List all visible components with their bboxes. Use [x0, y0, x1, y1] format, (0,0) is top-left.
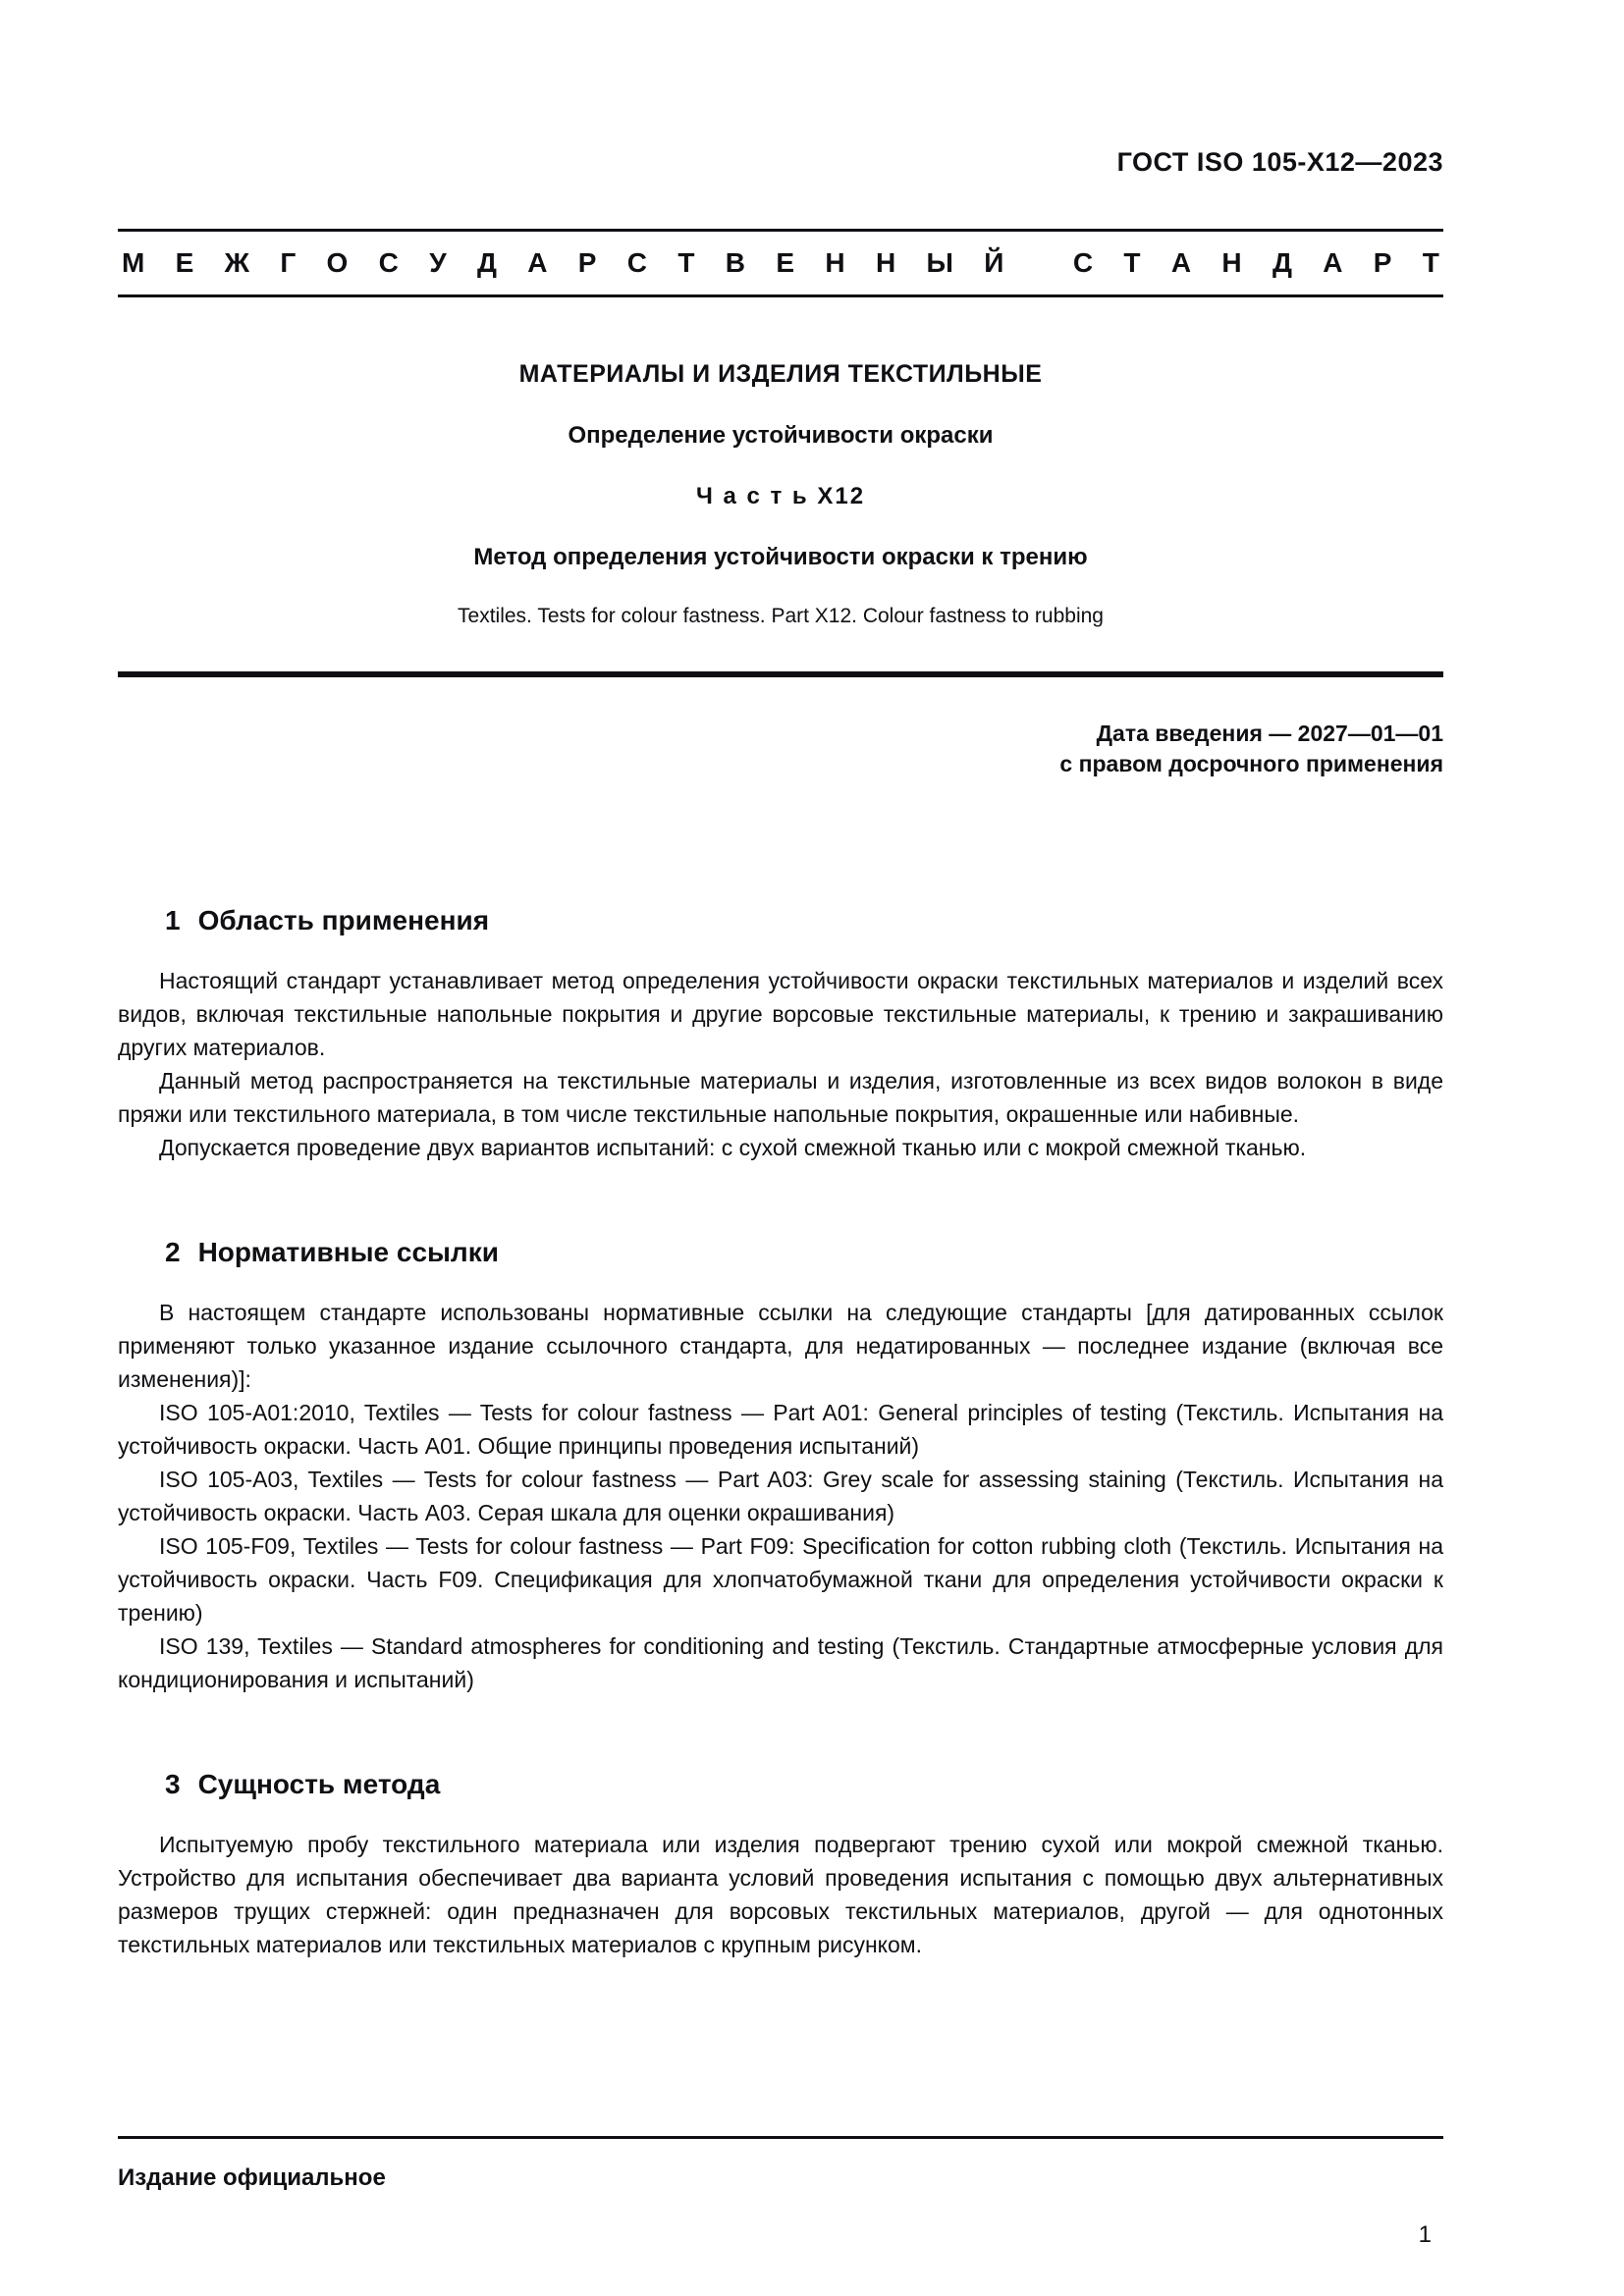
document-title-english: Textiles. Tests for colour fastness. Part X12. Colour fastness to rubbing: [458, 605, 1104, 627]
section-body: [118, 1828, 1443, 1961]
section-body: [118, 1296, 1443, 1696]
section-heading-2: [118, 1237, 1443, 1268]
paragraph: Настоящий стандарт устанавливает метод определения устойчивости окраски текстильных материалов и изделий всех видов, включая текстильные напольные покрытия и другие ворсовые текстильные материалы, к трению и закрашиванию других материалов.: [118, 968, 1443, 1060]
effective-date-block: [118, 719, 1443, 779]
title-separator-rule: [118, 671, 1443, 677]
section-heading-3: [118, 1769, 1443, 1800]
section-heading-1: [118, 905, 1443, 936]
section-scope: [118, 905, 1443, 1164]
paragraph-reference: ISO 105-A01:2010, Textiles — Tests for colour fastness — Part A01: General principles of testing (Текстиль. Испытания на устойчивость окраски. Часть А01. Общие принципы проведения испытаний): [118, 1400, 1443, 1459]
section-title: Область применения: [197, 905, 490, 935]
standard-type-banner: М Е Ж Г О С У Д А Р С Т В Е Н Н Ы Й С Т А Н Д А Р Т: [122, 247, 1439, 278]
effective-date-line2: с правом досрочного применения: [1059, 751, 1443, 776]
edition-note: Издание официальное: [118, 2164, 386, 2191]
section-number: 3: [165, 1769, 181, 1799]
footer-rule: [118, 2136, 1443, 2139]
paragraph: Допускается проведение двух вариантов испытаний: с сухой смежной тканью или с мокрой смежной тканью.: [159, 1135, 1307, 1160]
section-method-essence: [118, 1769, 1443, 1961]
effective-date-line1: Дата введения — 2027—01—01: [1096, 721, 1443, 746]
document-code: ГОСТ ISO 105-Х12—2023: [1116, 147, 1443, 177]
document-title: МАТЕРИАЛЫ И ИЗДЕЛИЯ ТЕКСТИЛЬНЫЕ: [518, 360, 1043, 388]
paragraph-reference: ISO 105-F09, Textiles — Tests for colour fastness — Part F09: Specification for cotton rubbing cloth (Текстиль. Испытания на устойчивость окраски. Часть F09. Спецификация для хлопчатобумажной ткани для определения устойчивости окраски к трению): [118, 1533, 1443, 1626]
section-normative-references: [118, 1237, 1443, 1696]
page-number: 1: [1418, 2221, 1432, 2248]
title-block: [118, 297, 1443, 671]
document-part: Ч а с т ь Х12: [695, 483, 866, 509]
paragraph: Данный метод распространяется на текстильные материалы и изделия, изготовленные из всех видов волокон в виде пряжи или текстильного материала, в том числе текстильные напольные покрытия, окрашенные или набивные.: [118, 1068, 1443, 1127]
section-title: Нормативные ссылки: [197, 1237, 499, 1267]
section-number: 2: [165, 1237, 181, 1267]
document-subtitle: Определение устойчивости окраски: [568, 422, 994, 449]
paragraph: В настоящем стандарте использованы нормативные ссылки на следующие стандарты [для датированных ссылок применяют только указанное издание ссылочного стандарта, для недатированных — последнее издание (включая все изменения)]:: [118, 1300, 1443, 1392]
document-method-title: Метод определения устойчивости окраски к трению: [473, 544, 1088, 570]
page-footer: [118, 2136, 1443, 2249]
section-number: 1: [165, 905, 181, 935]
section-body: [118, 964, 1443, 1164]
paragraph: Испытуемую пробу текстильного материала или изделия подвергают трению сухой или мокрой смежной тканью. Устройство для испытания обеспечивает два варианта условий проведения испытания с помощью двух альтернативных размеров трущих стержней: один предназначен для ворсовых текстильных материалов, другой — для однотонных текстильных материалов или текстильных материалов с крупным рисунком.: [118, 1832, 1443, 1957]
paragraph-reference: ISO 139, Textiles — Standard atmospheres for conditioning and testing (Текстиль. Стандартные атмосферные условия для кондиционирования и испытаний): [118, 1633, 1443, 1692]
section-title: Сущность метода: [197, 1769, 441, 1799]
paragraph-reference: ISO 105-A03, Textiles — Tests for colour fastness — Part A03: Grey scale for assessing staining (Текстиль. Испытания на устойчивость окраски. Часть А03. Серая шкала для оценки окрашивания): [118, 1467, 1443, 1525]
